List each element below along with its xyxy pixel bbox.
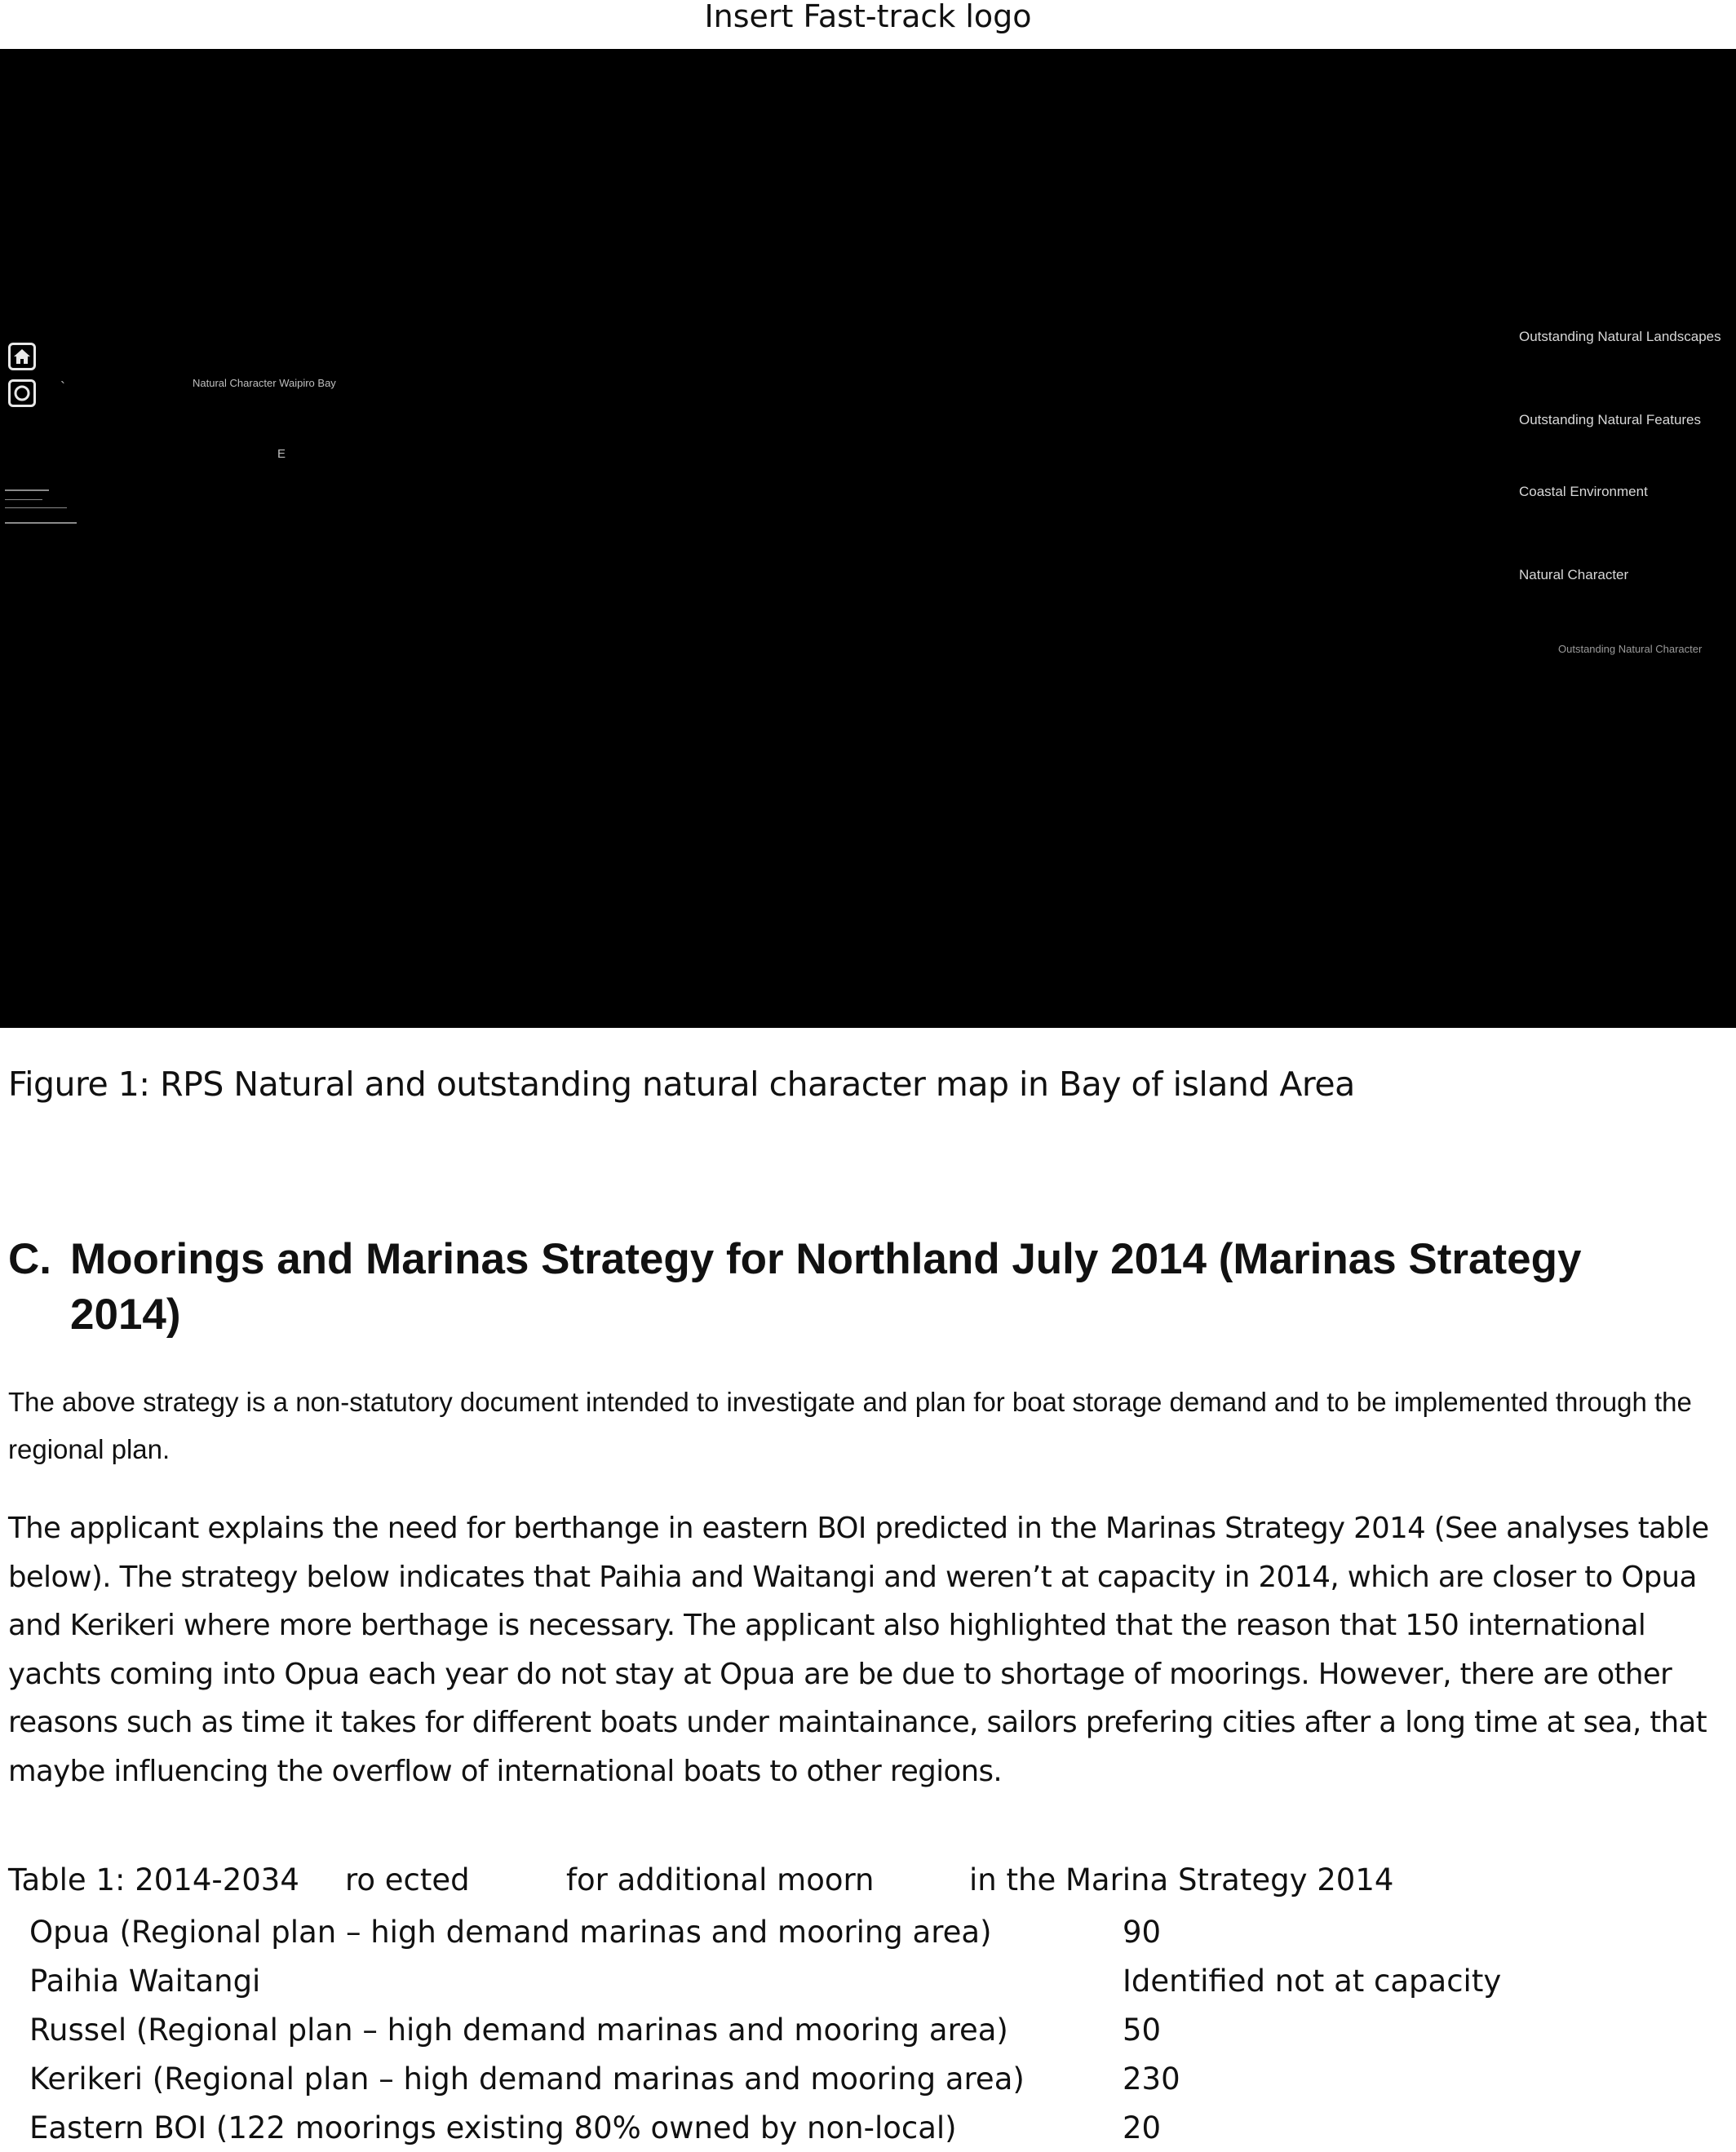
map-marker-dot: ` [60,379,65,396]
map-scale-line [5,522,77,524]
strategy-description-paragraph: The above strategy is a non-statutory document intended to investigate and plan for boat storage demand and to be implemented through the regional plan. [8,1387,1692,1464]
table-title-part: for additional moorn [566,1862,875,1897]
section-title: Moorings and Marinas Strategy for Northland July 2014 (Marinas Strategy 2014) [70,1235,1582,1339]
table-row [29,2103,1501,2152]
applicant-analysis-paragraph: The applicant explains the need for berthange in eastern BOI predicted in the Marinas Strategy 2014 (See analyses table below). The strategy below indicates that Paihia and Waitangi and weren’t at capacity in 2014, which are closer to Opua and Kerikeri where more berthage is necessary. The applicant also highlighted that the reason that 150 international yachts coming into Opua each year do not stay at Opua are be due to shortage of moorings. However, there are other reasons such as time it takes for different boats under maintainance, sailors prefering cities after a long time at sea, that maybe influencing the overflow of international boats to other regions. [8,1512,1709,1788]
map-scale-line [5,499,42,500]
home-icon [13,348,31,365]
map-locate-button[interactable] [8,379,36,407]
table-cell-location: Kerikeri (Regional plan – high demand marinas and mooring area) [29,2061,1025,2097]
table-row [29,1956,1501,2005]
table-row [29,1907,1501,1956]
table-title-part: in the Marina Strategy 2014 [969,1862,1394,1897]
section-heading [8,1232,1689,1343]
table-cell-location: Russel (Regional plan – high demand marinas and mooring area) [29,2012,1008,2048]
map-area-label: Natural Character Waipiro Bay [193,377,336,389]
legend-outstanding-natural-features: Outstanding Natural Features [1519,412,1702,427]
map-area-marker: E [277,447,286,461]
figure-caption: Figure 1: RPS Natural and outstanding natural character map in Bay of island Area [8,1065,1355,1104]
table-row [29,2054,1501,2103]
table-cell-value: 50 [1123,2012,1162,2048]
legend-natural-character: Natural Character [1519,567,1629,582]
section-number: C. [8,1235,51,1283]
table-cell-location: Eastern BOI (122 moorings existing 80% owned by non-local) [29,2110,957,2145]
legend-outstanding-natural-character: Outstanding Natural Character [1558,643,1703,655]
mooring-demand-table [29,1907,1501,2152]
table-cell-value: 20 [1123,2110,1162,2145]
map-home-button[interactable] [8,343,36,370]
table-cell-value: Identified not at capacity [1123,1963,1502,1999]
legend-outstanding-natural-landscapes: Outstanding Natural Landscapes [1519,329,1721,344]
compass-icon [13,384,31,402]
table-title-part: ro ected [345,1862,470,1897]
map-scale-line [5,507,67,508]
table-row [29,2005,1501,2054]
fast-track-logo-placeholder: Insert Fast-track logo [704,0,1032,34]
table-cell-location: Paihia Waitangi [29,1963,261,1999]
legend-coastal-environment: Coastal Environment [1519,484,1648,499]
table-title-part: Table 1: 2014-2034 [8,1862,299,1897]
table-cell-location: Opua (Regional plan – high demand marinas and mooring area) [29,1914,992,1950]
table-cell-value: 230 [1123,2061,1180,2097]
map-scale-line [5,489,49,491]
table-cell-value: 90 [1123,1914,1162,1950]
rps-natural-character-map [0,49,1736,1028]
